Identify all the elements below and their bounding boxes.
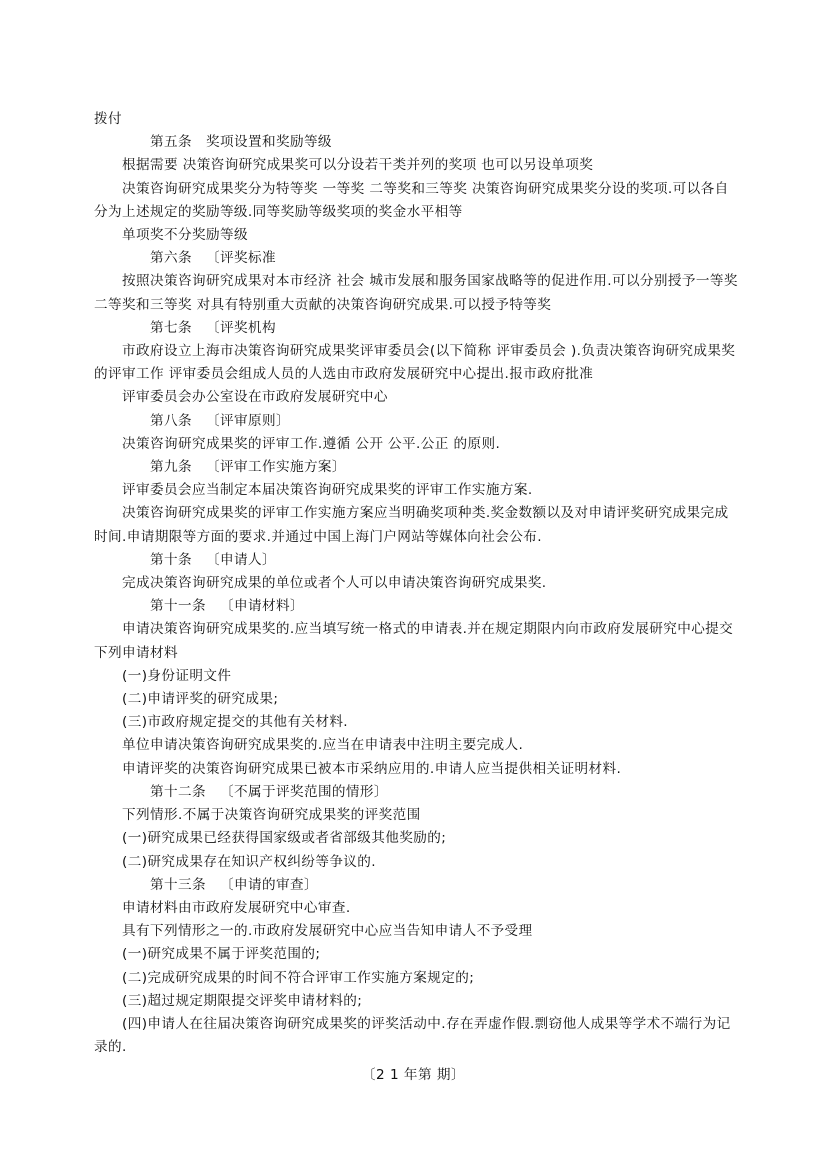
article-heading [94,410,738,433]
paragraph: 决策咨询研究成果奖的评审工作.遵循 公开 公平.公正 的原则. [122,435,501,452]
document-body [94,108,738,1059]
article-title: 〔申请的审查〕 [219,876,318,893]
paragraph: (一)研究成果不属于评奖范围的; [122,946,321,963]
article-number: 第九条 [150,459,192,476]
continuation-text: 拨付 [94,111,122,127]
page-footer: 〔2 1 年第 期〕 [361,1067,466,1083]
article-title: 〔评奖机构 [205,319,276,336]
paragraph: (二)申请评奖的研究成果; [122,691,279,708]
article-number: 第十一条 [150,598,206,615]
article-title: 奖项设置和奖励等级 [205,134,332,151]
paragraph: 按照决策咨询研究成果对本市经济 社会 城市发展和服务国家战略等的促进作用.可以分别授予一等奖 二等奖和三等奖 对具有特别重大贡献的决策咨询研究成果.可以授予特等奖 [94,273,738,313]
article-number: 第十三条 [150,876,206,893]
paragraph: 具有下列情形之一的.市政府发展研究中心应当告知申请人不予受理 [122,923,533,940]
article-title: 〔申请材料〕 [219,598,304,615]
paragraph: (二)研究成果存在知识产权纠纷等争议的. [122,853,377,870]
paragraph: 决策咨询研究成果奖的评审工作实施方案应当明确奖项种类.奖金数额以及对申请评奖研究成果完成时间.申请期限等方面的要求.并通过中国上海门户网站等媒体向社会公布. [94,505,729,545]
paragraph: (四)申请人在往届决策咨询研究成果奖的评奖活动中.存在弄虚作假.剽窃他人成果等学术不端行为记录的. [94,1015,731,1056]
paragraph: (一)研究成果已经获得国家级或者省部级其他奖励的; [122,830,447,847]
paragraph: 单位申请决策咨询研究成果奖的.应当在申请表中注明主要完成人. [122,737,524,754]
article-number: 第七条 [150,319,192,336]
article-heading [94,317,738,340]
paragraph: (一)身份证明文件 [122,667,232,684]
article-heading [94,595,738,618]
article-heading [94,874,738,897]
paragraph: 申请材料由市政府发展研究中心审查. [122,899,351,916]
article-title: 〔不属于评奖范围的情形〕 [219,783,388,800]
paragraph: 决策咨询研究成果奖分为特等奖 一等奖 二等奖和三等奖 决策咨询研究成果奖分设的奖项.可以各自分为上述规定的奖励等级.同等奖励等级奖项的奖金水平相等 [94,180,729,220]
article-title: 〔申请人〕 [205,551,276,568]
paragraph: 申请评奖的决策咨询研究成果已被本市采纳应用的.申请人应当提供相关证明材料. [122,760,622,777]
paragraph: (三)市政府规定提交的其他有关材料. [122,714,349,731]
article-number: 第十二条 [150,783,206,800]
paragraph: 根据需要 决策咨询研究成果奖可以分设若干类并列的奖项 也可以另设单项奖 [122,157,594,174]
article-heading [94,131,738,154]
paragraph: (三)超过规定期限提交评奖申请材料的; [122,992,363,1009]
paragraph: 下列情形.不属于决策咨询研究成果奖的评奖范围 [122,807,421,824]
article-heading [94,781,738,804]
article-title: 〔评审工作实施方案〕 [205,459,346,476]
paragraph: 完成决策咨询研究成果的单位或者个人可以申请决策咨询研究成果奖. [122,575,547,592]
paragraph: 申请决策咨询研究成果奖的.应当填写统一格式的申请表.并在规定期限内向市政府发展研究中心提交下列申请材料 [94,621,734,661]
paragraph: 评审委员会办公室设在市政府发展研究中心 [122,389,388,406]
paragraph: 市政府设立上海市决策咨询研究成果奖评审委员会(以下简称 评审委员会 ).负责决策咨询研究成果奖的评审工作 评审委员会组成人员的人选由市政府发展研究中心提出.报市政府批准 [94,343,736,383]
paragraph: 评审委员会应当制定本届决策咨询研究成果奖的评审工作实施方案. [122,482,533,499]
article-heading [94,247,738,270]
article-number: 第五条 [150,134,192,151]
article-number: 第十条 [150,551,192,568]
article-title: 〔评奖标准 [205,250,276,267]
paragraph: (二)完成研究成果的时间不符合评审工作实施方案规定的; [122,969,475,986]
article-title: 〔评审原则〕 [205,412,290,429]
article-heading [94,456,738,479]
article-number: 第六条 [150,250,192,267]
article-heading [94,549,738,572]
article-number: 第八条 [150,412,192,429]
paragraph: 单项奖不分奖励等级 [122,227,248,244]
